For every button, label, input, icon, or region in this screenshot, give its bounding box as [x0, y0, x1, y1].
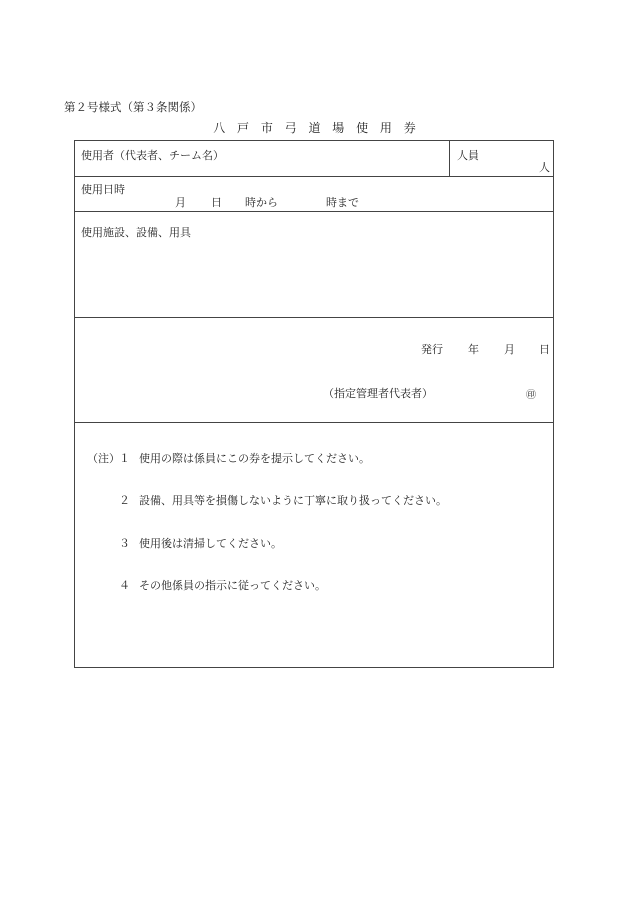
note-text-3: 使用後は清掃してください。 — [139, 537, 282, 550]
note-text-4: その他係員の指示に従ってください。 — [139, 579, 326, 592]
facilities-label: 使用施設、設備、用具 — [81, 226, 191, 239]
issue-label: 発行 — [421, 343, 443, 356]
row-divider-2 — [75, 211, 553, 212]
issue-month: 月 — [504, 343, 515, 356]
manager-label: （指定管理者代表者） — [323, 387, 433, 400]
document-title: 八 戸 市 弓 道 場 使 用 券 — [213, 121, 417, 135]
column-divider — [449, 141, 450, 176]
note-number-3: ３ — [119, 537, 130, 550]
datetime-label: 使用日時 — [81, 183, 125, 196]
datetime-to: 時まで — [326, 196, 359, 209]
issue-day: 日 — [539, 343, 550, 356]
note-text-1: 使用の際は係員にこの券を提示してください。 — [139, 452, 370, 465]
people-label: 人員 — [457, 149, 479, 162]
note-number-1: １ — [119, 452, 130, 465]
user-label: 使用者（代表者、チーム名） — [81, 149, 224, 162]
form-number-label: 第２号様式（第３条関係） — [64, 100, 202, 114]
note-text-2: 設備、用具等を損傷しないように丁寧に取り扱ってください。 — [139, 494, 447, 507]
seal-mark-icon: ㊞ — [526, 390, 536, 401]
row-divider-1 — [75, 176, 553, 177]
datetime-month: 月 — [175, 196, 186, 209]
note-number-2: ２ — [119, 494, 130, 507]
issue-year: 年 — [468, 343, 479, 356]
datetime-day: 日 — [211, 196, 222, 209]
ticket-form — [74, 140, 554, 668]
people-unit: 人 — [539, 161, 550, 174]
note-number-4: ４ — [119, 579, 130, 592]
datetime-from: 時から — [245, 196, 278, 209]
notes-prefix: （注） — [87, 452, 120, 465]
row-divider-3 — [75, 317, 553, 318]
row-divider-4 — [75, 422, 553, 423]
